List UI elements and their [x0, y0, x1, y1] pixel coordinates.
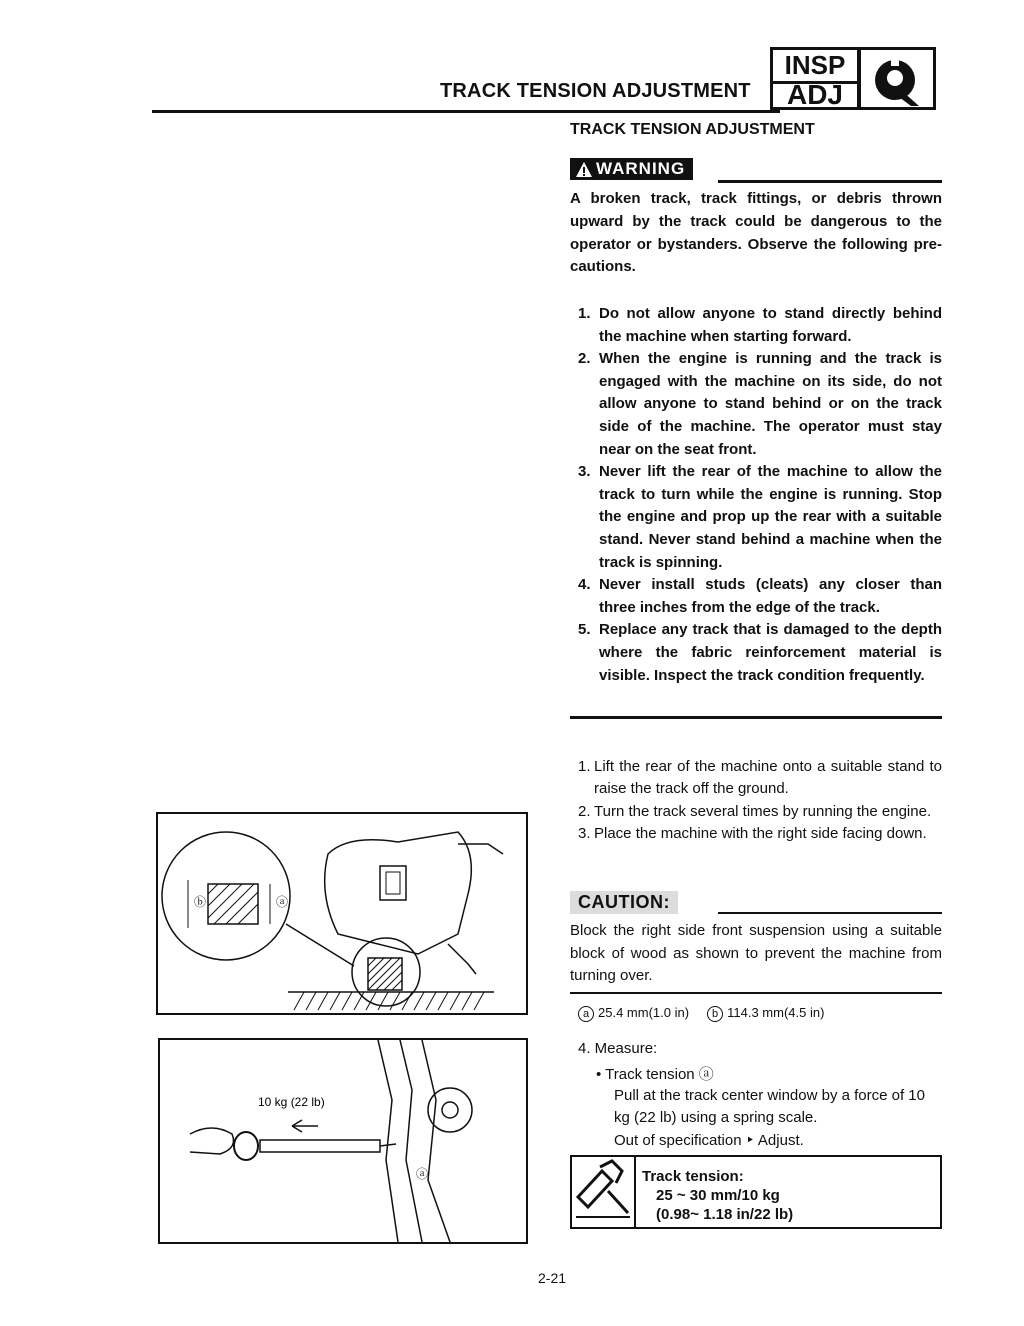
- warning-triangle-icon: [575, 161, 593, 178]
- warning-label: [570, 158, 693, 180]
- page-header-title: TRACK TENSION ADJUSTMENT: [440, 80, 751, 102]
- wrench-icon: [858, 47, 936, 110]
- figure2-label-a: ⓐ: [416, 1167, 429, 1181]
- dimension-b-value: 114.3 mm(4.5 in): [727, 1005, 825, 1020]
- figure2-force-label: 10 kg (22 lb): [258, 1095, 325, 1109]
- insp-adj-badge: [770, 47, 860, 110]
- figure1-label-a: ⓐ: [276, 895, 289, 909]
- spec-text: [642, 1167, 793, 1224]
- warning-list: [578, 303, 942, 687]
- measure-title: 4. Measure:: [578, 1040, 658, 1057]
- procedure-step: 1. Lift the rear of the machine onto a suitable stand to raise the track off the ground.: [578, 758, 942, 798]
- measure-bullet: • Track tension ⓐ: [596, 1066, 714, 1083]
- measure-line-1: Pull at the track center window by a force of 10 kg (22 lb) using a spring scale.: [614, 1087, 925, 1127]
- procedure-step: 3. Place the machine with the right side facing down.: [578, 825, 927, 843]
- page-number: 2-21: [538, 1270, 567, 1286]
- warning-item: 2. When the engine is running and the track is engaged with the machine on its side, do not allow anyone to stand behind or on the track side of the machine. The operator must stay near on the seat front.: [578, 350, 942, 458]
- caution-text: Block the right side front suspension using a suitable block of wood as shown to prevent the machine from turning over.: [570, 922, 942, 985]
- header-rule: [152, 110, 780, 113]
- dimension-a-value: 25.4 mm(1.0 in): [598, 1005, 690, 1020]
- marker-b: b: [707, 1006, 723, 1022]
- section-title: TRACK TENSION ADJUSTMENT: [570, 121, 815, 138]
- spec-value-imperial: (0.98~ 1.18 in/22 lb): [656, 1206, 794, 1223]
- warning-intro: A broken track, track fittings, or debris thrown upward by the track could be dangerous to the operator or bystanders. Observe the following pre-cautions.: [570, 190, 942, 276]
- caution-bottom-rule: [570, 992, 942, 994]
- procedure-steps: [578, 756, 942, 846]
- spec-value-metric: 25 ~ 30 mm/10 kg: [656, 1187, 780, 1204]
- spec-box: [570, 1155, 942, 1229]
- warning-rule: [718, 180, 942, 183]
- caution-label: CAUTION:: [570, 891, 678, 914]
- dimension-values: [578, 1005, 824, 1022]
- procedure-step: 2. Turn the track several times by running the engine.: [578, 802, 932, 820]
- warning-item: 3. Never lift the rear of the machine to allow the track to turn while the engine is running. Stop the engine and prop up the rear with a suitable stand. Never stand behind a machine when the track is spinning.: [578, 463, 942, 571]
- warning-item: 1. Do not allow anyone to stand directly behind the machine when starting forward.: [578, 305, 942, 345]
- figure-machine-on-block: [156, 812, 528, 1015]
- warning-bottom-rule: [570, 716, 942, 719]
- measure-line-2: Out of specification ‣ Adjust.: [614, 1131, 804, 1149]
- warning-label-text: WARNING: [596, 159, 686, 178]
- badge-adj-label: ADJ: [786, 79, 843, 110]
- caution-rule: [718, 912, 942, 914]
- wrench-spec-icon: [572, 1157, 636, 1227]
- figure1-label-b: ⓑ: [194, 895, 207, 909]
- badge-insp-label: INSP: [773, 50, 857, 84]
- marker-a: a: [578, 1006, 594, 1022]
- warning-item: 5. Replace any track that is damaged to the depth where the fabric reinforcement material is visible. Inspect the track condition frequently.: [578, 621, 942, 684]
- spec-label: Track tension:: [642, 1168, 744, 1185]
- warning-item: 4. Never install studs (cleats) any closer than three inches from the edge of the track.: [578, 576, 942, 616]
- figure-spring-scale: [158, 1038, 528, 1244]
- measure-instructions: [614, 1085, 944, 1152]
